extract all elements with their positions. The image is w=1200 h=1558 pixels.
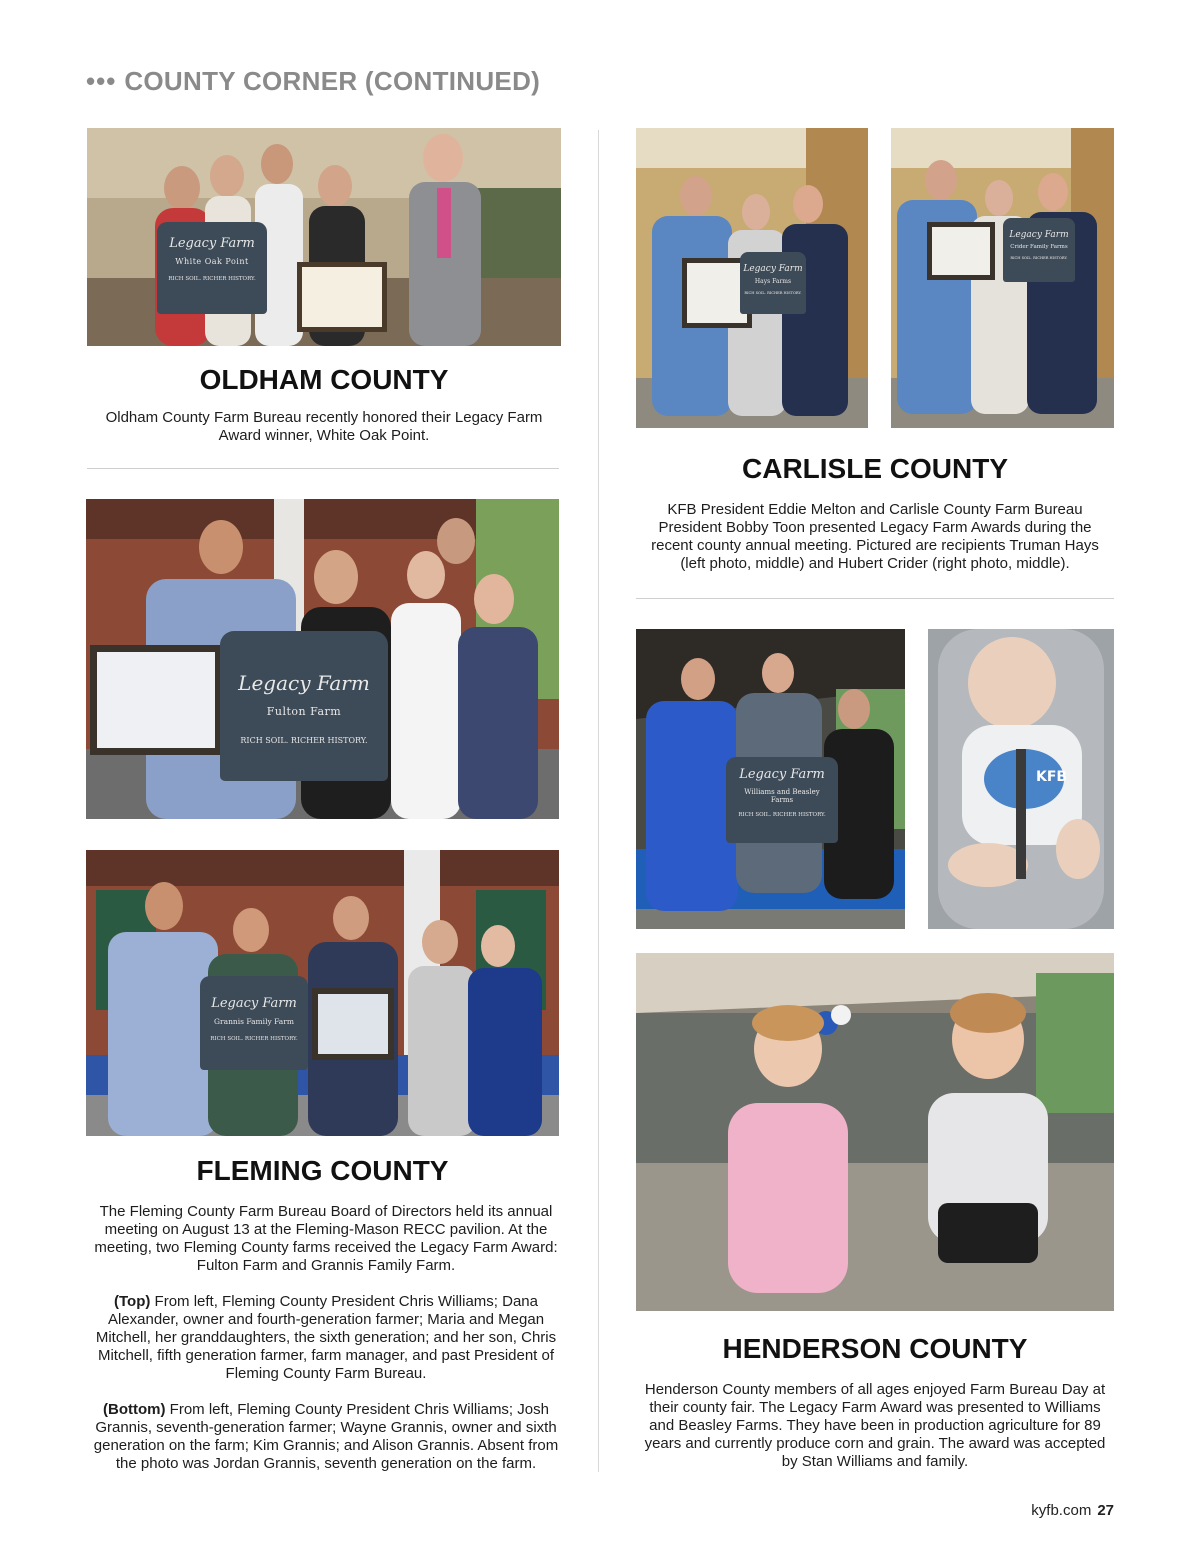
henderson-title: HENDERSON COUNTY xyxy=(722,1333,1028,1364)
carlisle-left-photo xyxy=(636,128,868,428)
column-divider xyxy=(598,130,599,1472)
henderson-adults-photo xyxy=(636,629,905,929)
header-dots: ••• xyxy=(86,66,117,96)
oldham-body: Oldham County Farm Bureau recently honored their Legacy Farm Award winner, White Oak Point. xyxy=(105,409,543,444)
henderson-baby-photo xyxy=(928,629,1114,929)
carlisle-rule xyxy=(636,598,1114,599)
carlisle-body: KFB President Eddie Melton and Carlisle County Farm Bureau President Bobby Toon presented Legacy Farm Awards during the recent county annual meeting. Pictured are recipients Truman Hays (left photo, middle) and Hubert Crider (right photo, middle). xyxy=(651,501,1099,572)
fleming-bottom-certificate xyxy=(312,988,394,1060)
oldham-certificate xyxy=(297,262,387,332)
oldham-photo xyxy=(87,128,561,346)
fleming-bottom-photo xyxy=(86,850,559,1136)
oldham-award-sign: Legacy Farm White Oak Point RICH SOIL. RICHER HISTORY. xyxy=(157,222,267,314)
fleming-bottom-caption: (Bottom) From left, Fleming County President Chris Williams; Josh Grannis, seventh-generation farmer; Wayne Grannis, owner and sixth generation on the farm; Kim Grannis; and Alison Grannis. Absent from the photo was Jordan Grannis, seventh generation on the farm. xyxy=(93,1401,559,1472)
fleming-top-award-sign: Legacy Farm Fulton Farm RICH SOIL. RICHER HISTORY. xyxy=(220,631,388,781)
oldham-rule xyxy=(87,468,559,469)
fleming-top-caption: (Top) From left, Fleming County President Chris Williams; Dana Alexander, owner and fourth-generation farmer; Maria and Megan Mitchell, her granddaughters, the sixth generation; and her son, Chris Mitchell, fifth generation farmer, farm manager, and past President of Fleming County Farm Bureau. xyxy=(95,1293,557,1382)
fleming-intro: The Fleming County Farm Bureau Board of Directors held its annual meeting on August 13 at the Fleming-Mason RECC pavilion. At the meeting, two Fleming County farms received the Legacy Farm Award: Fulton Farm and Grannis Family Farm. xyxy=(94,1203,558,1274)
carlisle-title: CARLISLE COUNTY xyxy=(742,453,1008,484)
oldham-title: OLDHAM COUNTY xyxy=(199,364,449,395)
carlisle-right-award-sign: Legacy Farm Crider Family Farms RICH SOIL. RICHER HISTORY. xyxy=(1003,218,1075,282)
fleming-bottom-award-sign: Legacy Farm Grannis Family Farm RICH SOIL. RICHER HISTORY. xyxy=(200,976,308,1070)
carlisle-right-photo xyxy=(891,128,1114,428)
fleming-body xyxy=(86,1203,566,1473)
henderson-award-sign: Legacy Farm Williams and Beasley Farms RICH SOIL. RICHER HISTORY. xyxy=(726,757,838,843)
henderson-body: Henderson County members of all ages enjoyed Farm Bureau Day at their county fair. The Legacy Farm Award was presented to Williams and Beasley Farms. They have been in production agriculture for 89 years and currently produce corn and grain. The award was accepted by Stan Williams and family. xyxy=(644,1381,1106,1470)
header-title: COUNTY CORNER (CONTINUED) xyxy=(124,66,541,96)
footer-site: kyfb.com xyxy=(1031,1502,1092,1519)
page-number: 27 xyxy=(1097,1502,1114,1519)
fleming-top-certificate xyxy=(90,645,222,755)
onesie-logo: KFB xyxy=(1036,769,1068,785)
fleming-top-photo xyxy=(86,499,559,819)
section-header xyxy=(86,66,540,97)
carlisle-right-certificate xyxy=(927,222,995,280)
carlisle-left-award-sign: Legacy Farm Hays Farms RICH SOIL. RICHER HISTORY. xyxy=(740,252,806,314)
henderson-girls-photo xyxy=(636,953,1114,1311)
page-footer xyxy=(1031,1502,1114,1519)
fleming-title: FLEMING COUNTY xyxy=(196,1155,449,1186)
